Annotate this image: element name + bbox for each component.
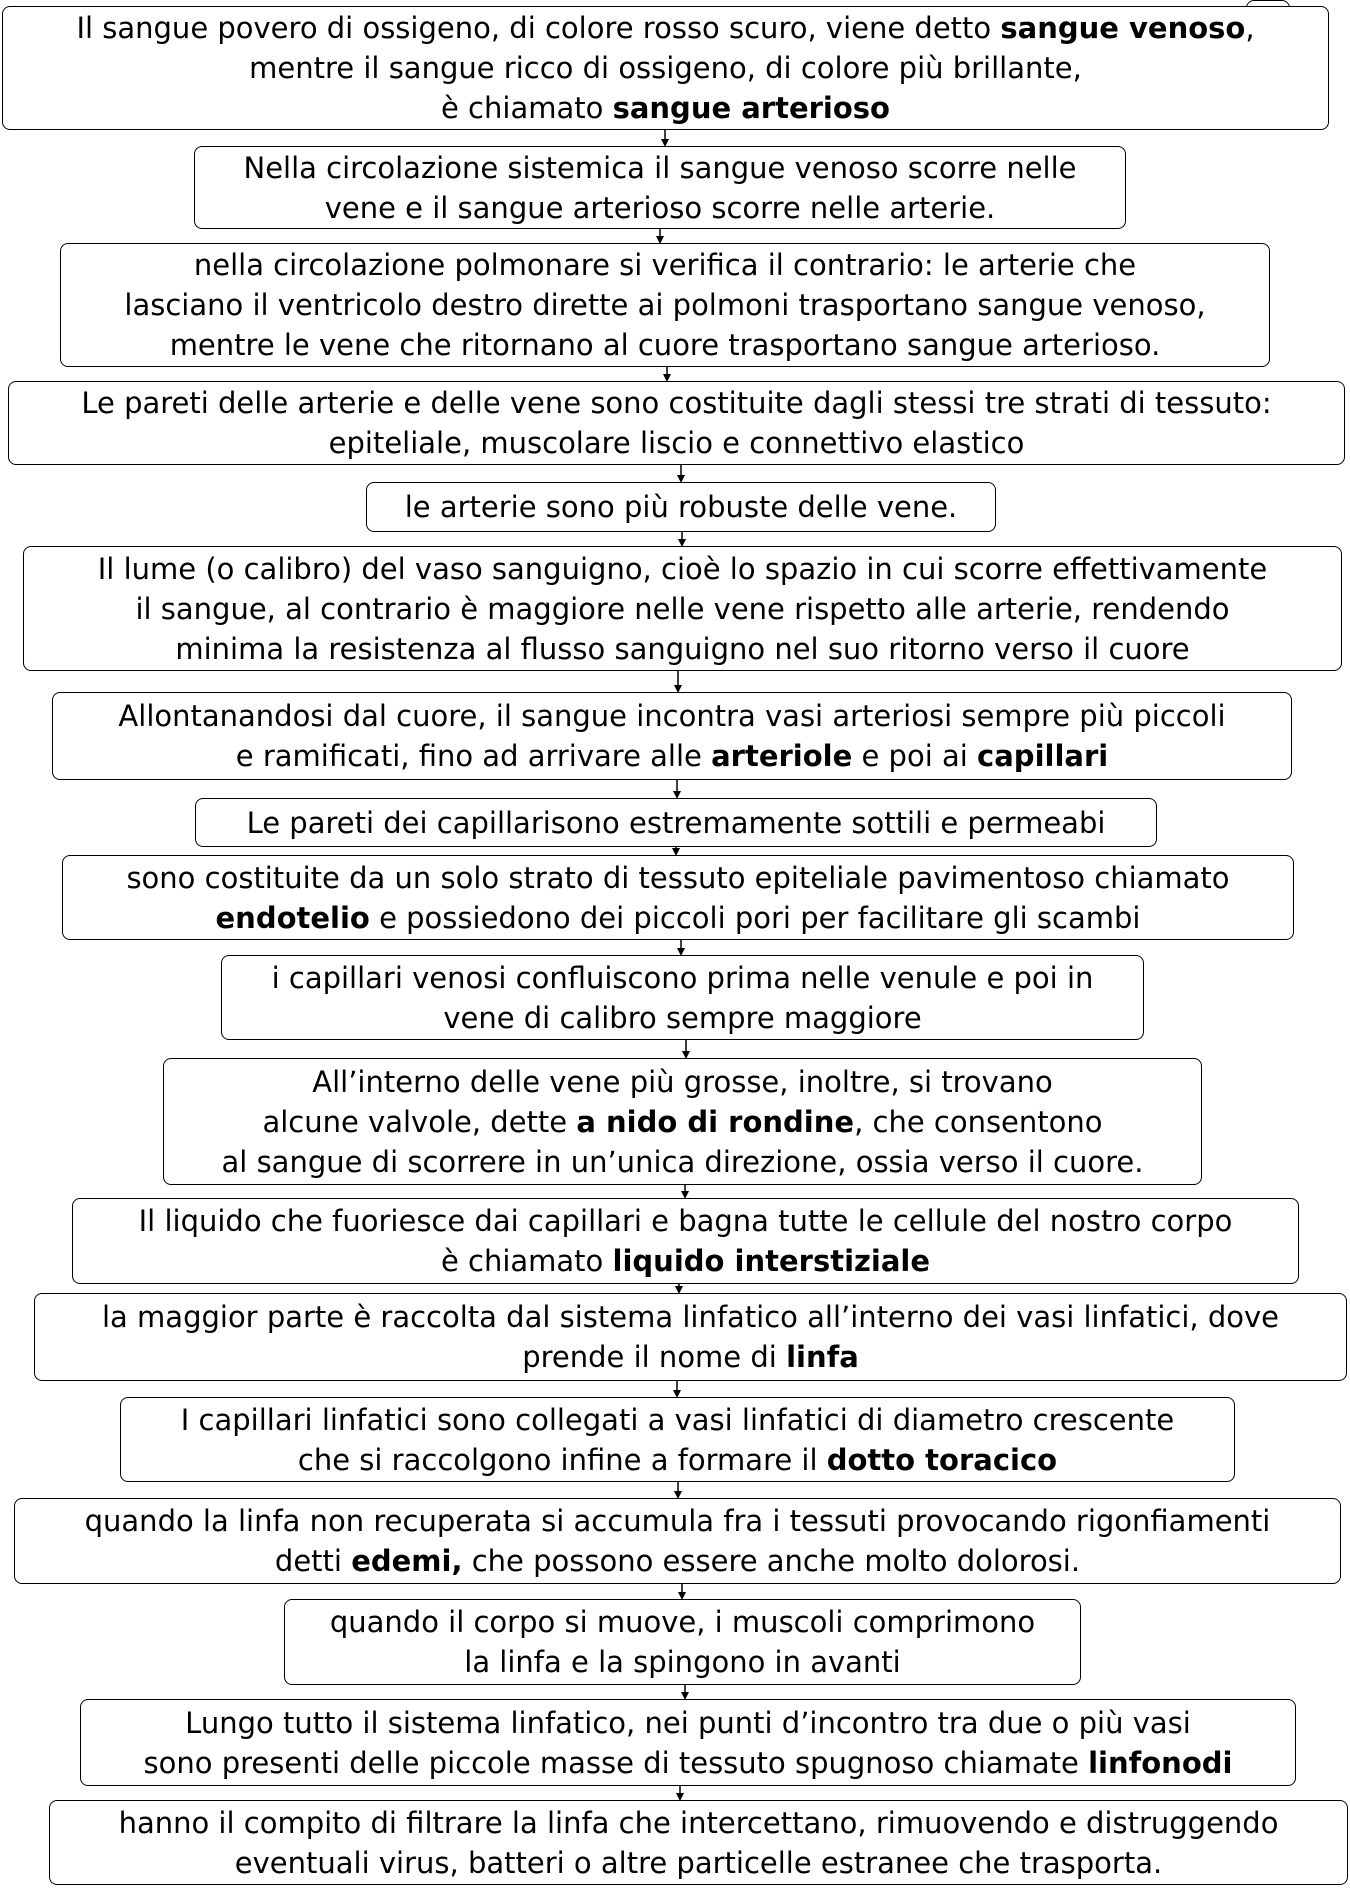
box-line (125, 1440, 1230, 1480)
text-segment: Il sangue povero di ossigeno, di colore rosso scuro, viene detto (76, 11, 1001, 45)
box-linfa (34, 1293, 1347, 1381)
box-circolazione-polmonare (60, 243, 1270, 367)
box-line (54, 1803, 1343, 1843)
bold-term: endotelio (215, 900, 370, 935)
box-line (57, 736, 1287, 776)
box-line (85, 1703, 1291, 1743)
box-line (168, 1142, 1197, 1182)
box-line (168, 1062, 1197, 1102)
box-line (65, 245, 1265, 285)
text-segment: sono presenti delle piccole masse di tessuto spugnoso chiamate (143, 1745, 1089, 1780)
text-segment: sono costituite da un solo strato di tessuto epiteliale pavimentoso chiamato (126, 860, 1230, 895)
box-line (65, 325, 1265, 365)
box-line (77, 1241, 1294, 1281)
bold-term: sangue venoso (1000, 11, 1246, 45)
text-segment: e poi ai (852, 739, 978, 773)
box-dotto-toracico (120, 1397, 1235, 1482)
text-segment: eventuali virus, batteri o altre particelle estranee che trasporta. (234, 1845, 1163, 1880)
text-segment: All’interno delle vene più grosse, inoltre, si trovano (312, 1064, 1053, 1099)
text-segment: nella circolazione polmonare si verifica il contrario: le arterie che (193, 248, 1137, 282)
text-segment: Le pareti dei capillarisono estremamente sottili e permeabi (246, 805, 1106, 840)
text-segment: , (1245, 11, 1255, 45)
box-line (7, 48, 1324, 88)
text-segment: Nella circolazione sistemica il sangue venoso scorre nelle (243, 150, 1077, 185)
box-muscoli-linfa (284, 1599, 1081, 1685)
box-endotelio (62, 855, 1294, 940)
text-segment: I capillari linfatici sono collegati a vasi linfatici di diametro crescente (180, 1402, 1175, 1437)
text-segment: Il liquido che fuoriesce dai capillari e bagna tutte le cellule del nostro corpo (138, 1204, 1233, 1238)
text-segment: le arterie sono più robuste delle vene. (404, 490, 958, 524)
text-segment: Allontanandosi dal cuore, il sangue incontra vasi arteriosi sempre più piccoli (118, 699, 1226, 733)
box-line (39, 1297, 1342, 1337)
box-line (7, 8, 1324, 48)
box-line (57, 696, 1287, 736)
box-line (28, 549, 1337, 589)
box-line (168, 1102, 1197, 1142)
bold-term: dotto toracico (826, 1442, 1058, 1477)
box-liquido-interstiziale (72, 1198, 1299, 1284)
bold-term: sangue arterioso (612, 91, 890, 125)
text-segment: prende il nome di (522, 1340, 787, 1374)
box-line (19, 1501, 1336, 1541)
box-line (289, 1602, 1076, 1642)
text-segment: al sangue di scorrere in un’unica direzione, ossia verso il cuore. (221, 1144, 1144, 1179)
box-line (77, 1201, 1294, 1241)
text-segment: e possiedono dei piccoli pori per facilitare gli scambi (369, 900, 1141, 935)
box-line (28, 629, 1337, 669)
text-segment: alcune valvole, dette (262, 1104, 577, 1139)
box-capillari-venosi (221, 955, 1144, 1040)
bold-term: linfonodi (1088, 1745, 1233, 1780)
box-lume-vaso (23, 546, 1342, 671)
text-segment: i capillari venosi confluiscono prima nelle venule e poi in (271, 960, 1094, 995)
box-line (371, 487, 991, 527)
bold-term: arteriole (711, 739, 853, 773)
box-line (199, 188, 1121, 228)
text-segment: vene di calibro sempre maggiore (443, 1000, 922, 1035)
text-segment: mentre le vene che ritornano al cuore trasportano sangue arterioso. (169, 328, 1161, 362)
text-segment: minima la resistenza al flusso sanguigno nel suo ritorno verso il cuore (175, 631, 1190, 666)
box-line (65, 285, 1265, 325)
text-segment: che possono essere anche molto dolorosi. (462, 1544, 1081, 1578)
box-line (54, 1843, 1343, 1883)
box-arteriole-capillari (52, 692, 1292, 780)
text-segment: che si raccolgono infine a formare il (297, 1442, 827, 1477)
text-segment: quando il corpo si muove, i muscoli comprimono (329, 1605, 1036, 1639)
box-line (13, 383, 1340, 423)
bold-term: a nido di rondine (576, 1104, 855, 1139)
bold-term: edemi, (351, 1544, 463, 1578)
text-segment: vene e il sangue arterioso scorre nelle arterie. (324, 190, 996, 225)
bold-term: capillari (977, 739, 1109, 773)
text-segment: Lungo tutto il sistema linfatico, nei punti d’incontro tra due o più vasi (185, 1705, 1191, 1740)
bold-term: liquido interstiziale (612, 1244, 931, 1278)
box-filtrare-linfa (49, 1800, 1348, 1885)
text-segment: epiteliale, muscolare liscio e connettivo elastico (328, 426, 1025, 460)
text-segment: la maggior parte è raccolta dal sistema linfatico all’interno dei vasi linfatici, dove (102, 1300, 1279, 1334)
box-pareti-capillari (195, 798, 1157, 847)
box-line (125, 1400, 1230, 1440)
text-segment: hanno il compito di filtrare la linfa che intercettano, rimuovendo e distruggendo (118, 1805, 1279, 1840)
text-segment: la linfa e la spingono in avanti (464, 1645, 901, 1679)
text-segment: , che consentono (854, 1104, 1103, 1139)
text-segment: quando la linfa non recuperata si accumula fra i tessuti provocando rigonfiamenti (84, 1504, 1271, 1538)
box-line (28, 589, 1337, 629)
box-edemi (14, 1498, 1341, 1584)
box-arterie-robuste (366, 482, 996, 532)
box-line (67, 858, 1289, 898)
box-linfonodi (80, 1699, 1296, 1786)
box-line (289, 1642, 1076, 1682)
text-segment: Il lume (o calibro) del vaso sanguigno, cioè lo spazio in cui scorre effettivamente (97, 551, 1268, 586)
bold-term: linfa (786, 1340, 859, 1374)
box-line (7, 88, 1324, 128)
box-line (67, 898, 1289, 938)
box-line (13, 423, 1340, 463)
box-valvole-nido-rondine (163, 1058, 1202, 1185)
box-line (200, 803, 1152, 843)
text-segment: e ramificati, fino ad arrivare alle (235, 739, 712, 773)
text-segment: il sangue, al contrario è maggiore nelle vene rispetto alle arterie, rendendo (135, 591, 1230, 626)
box-circolazione-sistemica (194, 146, 1126, 229)
text-segment: lasciano il ventricolo destro dirette ai polmoni trasportano sangue venoso, (124, 288, 1206, 322)
box-line (199, 148, 1121, 188)
box-line (19, 1541, 1336, 1581)
box-line (85, 1743, 1291, 1783)
text-segment: mentre il sangue ricco di ossigeno, di colore più brillante, (249, 51, 1082, 85)
text-segment: Le pareti delle arterie e delle vene sono costituite dagli stessi tre strati di tessuto: (81, 386, 1272, 420)
box-line (226, 998, 1139, 1038)
box-line (226, 958, 1139, 998)
text-segment: è chiamato (440, 1244, 613, 1278)
box-sangue-venoso-arterioso (2, 6, 1329, 130)
box-pareti-arterie-vene (8, 381, 1345, 465)
text-segment: è chiamato (441, 91, 613, 125)
text-segment: detti (274, 1544, 352, 1578)
box-line (39, 1337, 1342, 1377)
